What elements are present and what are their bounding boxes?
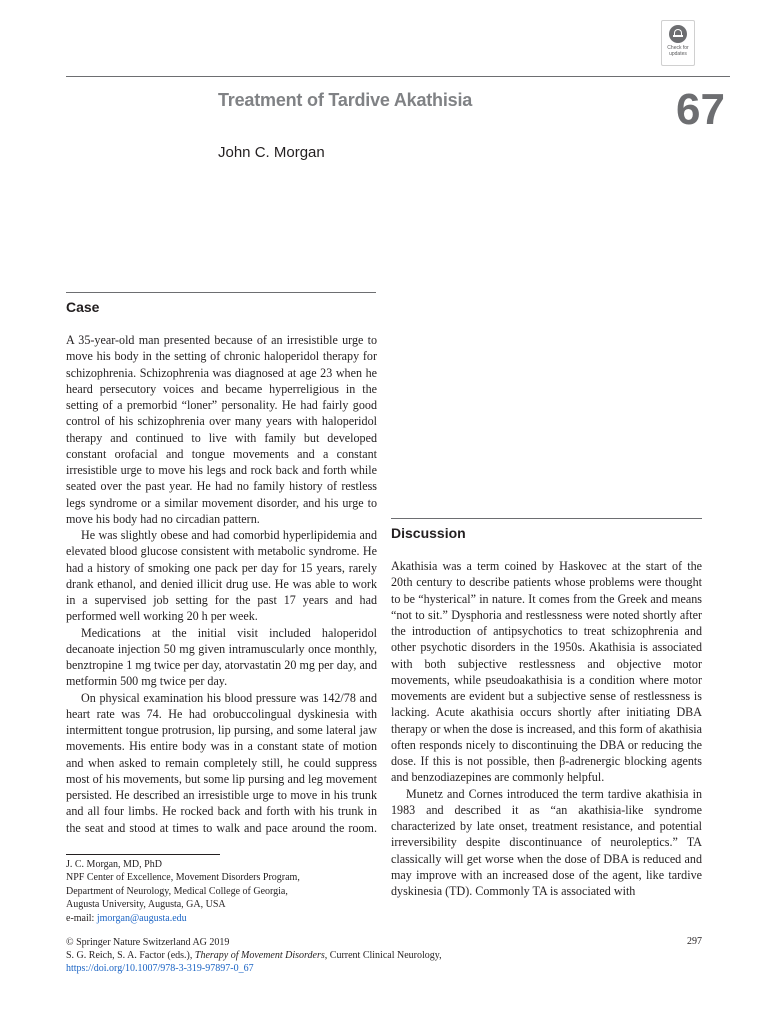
left-column [66,332,377,838]
doi-link[interactable]: https://doi.org/10.1007/978-3-319-97897-0_67 [66,963,254,974]
citation-book-title: Therapy of Movement Disorders [194,950,325,961]
case-paragraph-3: Medications at the initial visit included haloperidol decanoate injection 50 mg given intramuscularly once monthly, benztropine 1 mg twice per day, atorvastatin 20 mg per day, and metformin 500 mg twice per day. [66,625,377,689]
case-paragraph-2: He was slightly obese and had comorbid hyperlipidemia and elevated blood glucose consistent with metabolic syndrome. He had a history of smoking one pack per day for 15 years, rarely drank ethanol, and denied illicit drug use. He was able to work in a supervised job setting for the past 17 years and had performed well working 20 h per week. [66,528,377,624]
footnote-email-line [66,912,300,925]
citation-editors: S. G. Reich, S. A. Factor (eds.), [66,950,195,961]
discussion-column [391,558,702,920]
case-paragraph-1: A 35-year-old man presented because of an irresistible urge to move his body in the setting of chronic haloperidol therapy for schizophrenia. Schizophrenia was diagnosed at age 23 when he heard persecutory voices and became hyperreligious in the setting of a premorbid “loner” personality. He had fairly good control of his schizophrenia over many years with haloperidol therapy and continued to live with family but developed constant orofacial and tongue movements and a constant irresistible urge to move his legs and rock back and forth while seated over the past year. He had no family history of restless legs syndrome or a similar movement disorder, and his urge to move his body had no circadian pattern. [66,333,377,526]
copyright: © Springer Nature Switzerland AG 2019 [66,937,230,948]
discussion-rule [391,518,702,519]
discussion-paragraph-1: Akathisia was a term coined by Haskovec at the start of the 20th century to describe patients whose problems were thought to be “hysterical” in nature. It comes from the Greek and means “not to sit.” Dysphoria and restlessness were noted shortly after the introduction of antipsychotics to treat schizophrenia and other psychotic disorders in the 1950s. Akathisia is associated with both subjective restlessness and objective motor movements, while pseudoakathisia is a condition where motor movements are evident but a subjective sense of restlessness is lacking. Acute akathisia occurs shortly after initiating DBA therapy or when the dose is increased, and this form of akathisia often responds nicely to discontinuing the DBA or reducing the dose. If this is not possible, then β-adrenergic blocking agents and benzodiazepines are commonly helpful. [391,559,702,785]
right-column-top [391,302,702,498]
footnote-affiliation-3: Augusta University, Augusta, GA, USA [66,899,226,911]
footnote-rule [66,854,220,855]
discussion-heading: Discussion [391,525,466,541]
footnote-affiliation-1: NPF Center of Excellence, Movement Disorders Program, [66,872,300,884]
author-footnote [66,858,300,925]
badge-line2: updates [669,51,687,57]
check-for-updates-badge[interactable] [661,20,695,66]
footnote-name: J. C. Morgan, MD, PhD [66,859,162,870]
case-rule [66,292,376,293]
header-rule [66,76,730,77]
citation-series: , Current Clinical Neurology, [324,950,442,961]
page-footer [66,936,442,975]
chapter-number: 67 [676,85,725,134]
email-label: e-mail: [66,912,97,924]
email-link[interactable]: jmorgan@augusta.edu [96,912,187,924]
discussion-paragraph-2: Munetz and Cornes introduced the term tardive akathisia in 1983 and described it as “an akathisia-like syndrome characterized by late onset, treatment resistance, and potential irreversibility despite discontinuance of neuroleptics.” TA classically will get worse when the dose of DBA is reduced and may improve with an increased dose of the agent, like tardive dyskinesia (TD). Commonly TA is associated with [391,786,702,898]
crossmark-icon [669,25,687,43]
citation [66,949,442,962]
chapter-title: Treatment of Tardive Akathisia [218,90,473,110]
case-heading: Case [66,299,100,315]
page-number: 297 [687,936,702,947]
author-name: John C. Morgan [218,144,325,161]
badge-line1: Check for [667,45,689,51]
case-paragraph-4: On physical examination his blood pressure was 142/78 and heart rate was 74. He had orobuccolingual dyskinesia with intermittent tongue protrusion, lip pursing, and some lateral jaw movements. His entire body was in a constant state of motion and when asked to remain completely still, he could suppress most of his movements, but some lip pursing and leg movement persisted. He described an irresistible urge to move in his trunk and all four limbs. He rocked back and forth with his trunk in the seat and stood at times to walk and pace around the room. [66,690,377,835]
footnote-affiliation-2: Department of Neurology, Medical College of Georgia, [66,885,288,897]
